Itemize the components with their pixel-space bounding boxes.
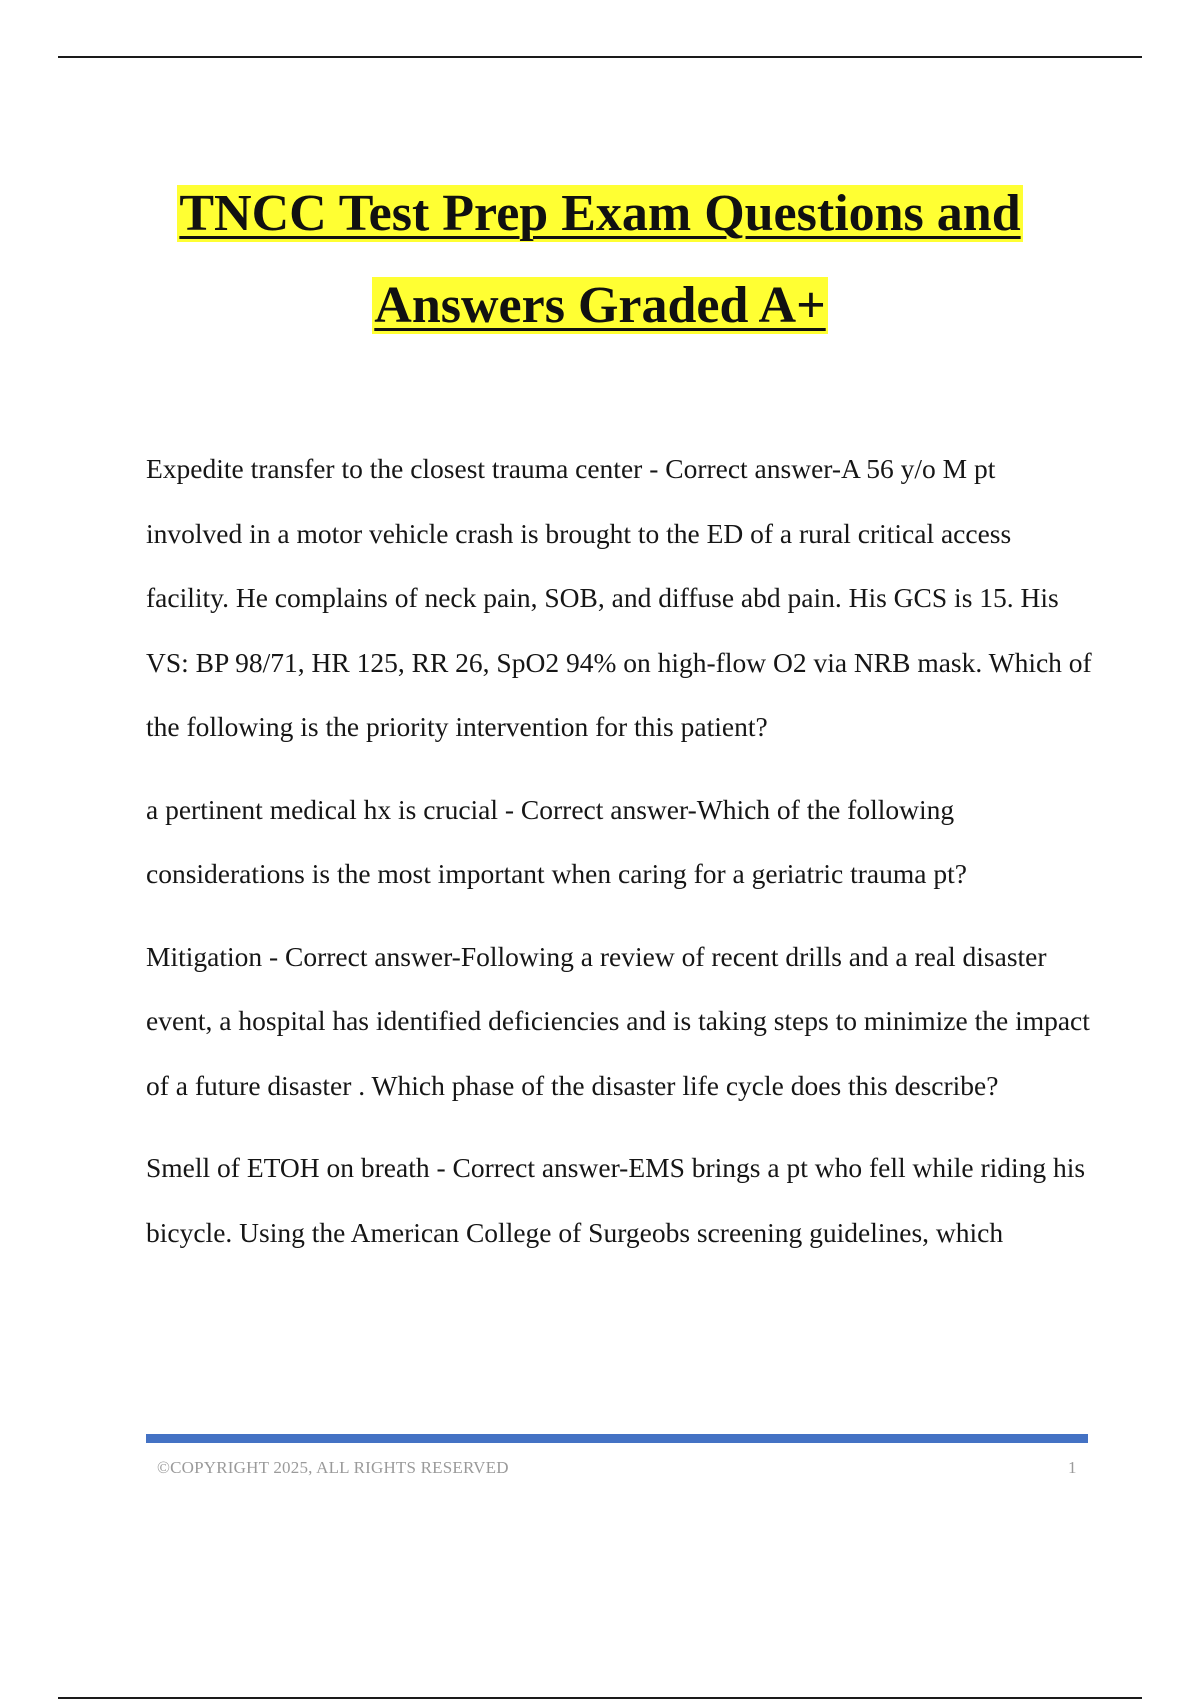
title-line-1: TNCC Test Prep Exam Questions and bbox=[179, 185, 1021, 242]
footer-bar bbox=[146, 1434, 1088, 1443]
qa-entry-2: a pertinent medical hx is crucial - Correct answer-Which of the following considerations is the most important when caring for a geriatric trauma pt? bbox=[146, 793, 967, 889]
qa-content bbox=[146, 437, 1096, 1283]
document-title bbox=[60, 168, 1140, 352]
qa-entry-3: Mitigation - Correct answer-Following a review of recent drills and a real disaster event, a hospital has identified deficiencies and is taking steps to minimize the impact of a future disaster . Which phase of the disaster life cycle does this describe? bbox=[146, 940, 1090, 1101]
qa-entry-4: Smell of ETOH on breath - Correct answer-EMS brings a pt who fell while riding his bicycle. Using the American College of Surgeobs screening guidelines, which bbox=[146, 1152, 1086, 1248]
page-number: 1 bbox=[1068, 1458, 1077, 1477]
qa-entry-1: Expedite transfer to the closest trauma center - Correct answer-A 56 y/o M pt involved in a motor vehicle crash is brought to the ED of a rural critical access facility. He complains of neck pain, SOB, and diffuse abd pain. His GCS is 15. His VS: BP 98/71, HR 125, RR 26, SpO2 94% on high-flow O2 via NRB mask. Which of the following is the priority intervention for this patient? bbox=[146, 453, 1092, 742]
footer-copyright: ©COPYRIGHT 2025, ALL RIGHTS RESERVED bbox=[157, 1458, 509, 1477]
top-rule bbox=[58, 56, 1142, 58]
bottom-rule bbox=[58, 1697, 1142, 1699]
title-line-2: Answers Graded A+ bbox=[374, 277, 826, 334]
